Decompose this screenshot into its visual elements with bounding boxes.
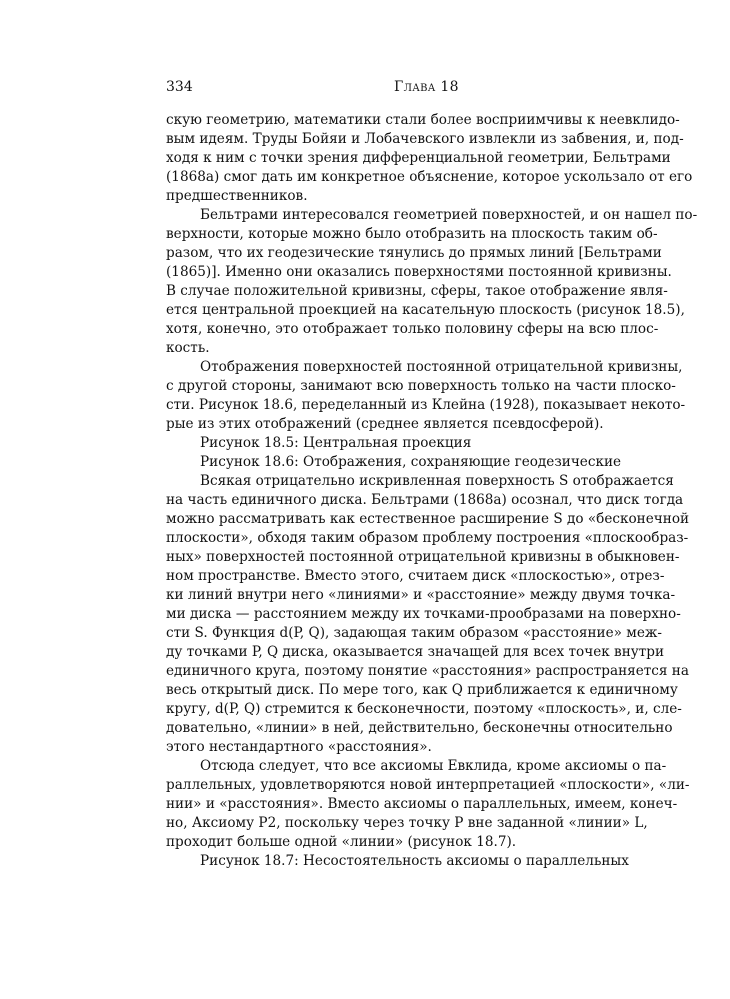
text-line: но, Аксиому P2, поскольку через точку P вне заданной «линии» L,	[166, 815, 648, 831]
page-number: 334	[166, 79, 193, 95]
text-line: ном пространстве. Вместо этого, считаем диск «плоскостью», отрез-	[166, 568, 665, 584]
text-line: с другой стороны, занимают всю поверхность только на части плоско-	[166, 378, 676, 394]
text-line: ки линий внутри него «линиями» и «расстояние» между двумя точка-	[166, 587, 676, 603]
text-line: верхности, которые можно было отобразить на плоскость таким об-	[166, 226, 658, 242]
text-line: сти S. Функция d(P, Q), задающая таким образом «расстояние» меж-	[166, 625, 663, 641]
text-line: сти. Рисунок 18.6, переделанный из Клейна (1928), показывает некото-	[166, 397, 686, 413]
text-line: нии» и «расстояния». Вместо аксиомы о параллельных, имеем, конеч-	[166, 796, 678, 812]
page-header	[166, 79, 566, 99]
text-line: рые из этих отображений (среднее является псевдосферой).	[166, 416, 604, 432]
text-line: вым идеям. Труды Бойяи и Лобачевского извлекли из забвения, и, под-	[166, 131, 684, 147]
text-line: ми диска — расстоянием между их точками-прообразами на поверхно-	[166, 606, 681, 622]
paragraph-first-line: Отображения поверхностей постоянной отрицательной кривизны,	[200, 359, 683, 375]
text-line: (1868а) смог дать им конкретное объяснение, которое ускользало от его	[166, 169, 693, 185]
text-line: плоскости», обходя таким образом проблему построения «плоскообраз-	[166, 530, 689, 546]
figure-caption: Рисунок 18.5: Центральная проекция	[200, 435, 472, 451]
text-line: ется центральной проекцией на касательную плоскость (рисунок 18.5),	[166, 302, 685, 318]
figure-caption: Рисунок 18.6: Отображения, сохраняющие геодезические	[200, 454, 622, 470]
paragraph-first-line: Бельтрами интересовался геометрией поверхностей, и он нашел по-	[200, 207, 698, 223]
text-line: ходя к ним с точки зрения дифференциальной геометрии, Бельтрами	[166, 150, 671, 166]
text-line: единичного круга, поэтому понятие «расстояния» распространяется на	[166, 663, 689, 679]
text-line: кругу, d(P, Q) стремится к бесконечности, поэтому «плоскость», и, сле-	[166, 701, 682, 717]
text-line: В случае положительной кривизны, сферы, такое отображение явля-	[166, 283, 668, 299]
figure-caption: Рисунок 18.7: Несостоятельность аксиомы о параллельных	[200, 853, 629, 869]
text-line: этого нестандартного «расстояния».	[166, 739, 432, 755]
text-line: ду точками P, Q диска, оказывается значащей для всех точек внутри	[166, 644, 665, 660]
text-line: ных» поверхностей постоянной отрицательной кривизны в обыкновен-	[166, 549, 680, 565]
text-line: скую геометрию, математики стали более восприимчивы к неевклидо-	[166, 112, 680, 128]
text-line: весь открытый диск. По мере того, как Q приближается к единичному	[166, 682, 678, 698]
running-head: Глава 18	[394, 79, 459, 95]
text-line: кость.	[166, 340, 210, 356]
text-line: раллельных, удовлетворяются новой интерпретацией «плоскости», «ли-	[166, 777, 690, 793]
text-line: проходит больше одной «линии» (рисунок 18.7).	[166, 834, 517, 850]
text-line: разом, что их геодезические тянулись до прямых линий [Бельтрами	[166, 245, 662, 261]
paragraph-first-line: Отсюда следует, что все аксиомы Евклида, кроме аксиомы о па-	[200, 758, 667, 774]
text-line: (1865)]. Именно они оказались поверхностями постоянной кривизны.	[166, 264, 672, 280]
text-line: на часть единичного диска. Бельтрами (1868а) осознал, что диск тогда	[166, 492, 684, 508]
text-line: можно рассматривать как естественное расширение S до «бесконечной	[166, 511, 690, 527]
text-line: предшественников.	[166, 188, 308, 204]
paragraph-first-line: Всякая отрицательно искривленная поверхность S отображается	[200, 473, 674, 489]
text-line: хотя, конечно, это отображает только половину сферы на всю плос-	[166, 321, 659, 337]
text-line: довательно, «линии» в ней, действительно, бесконечны относительно	[166, 720, 673, 736]
